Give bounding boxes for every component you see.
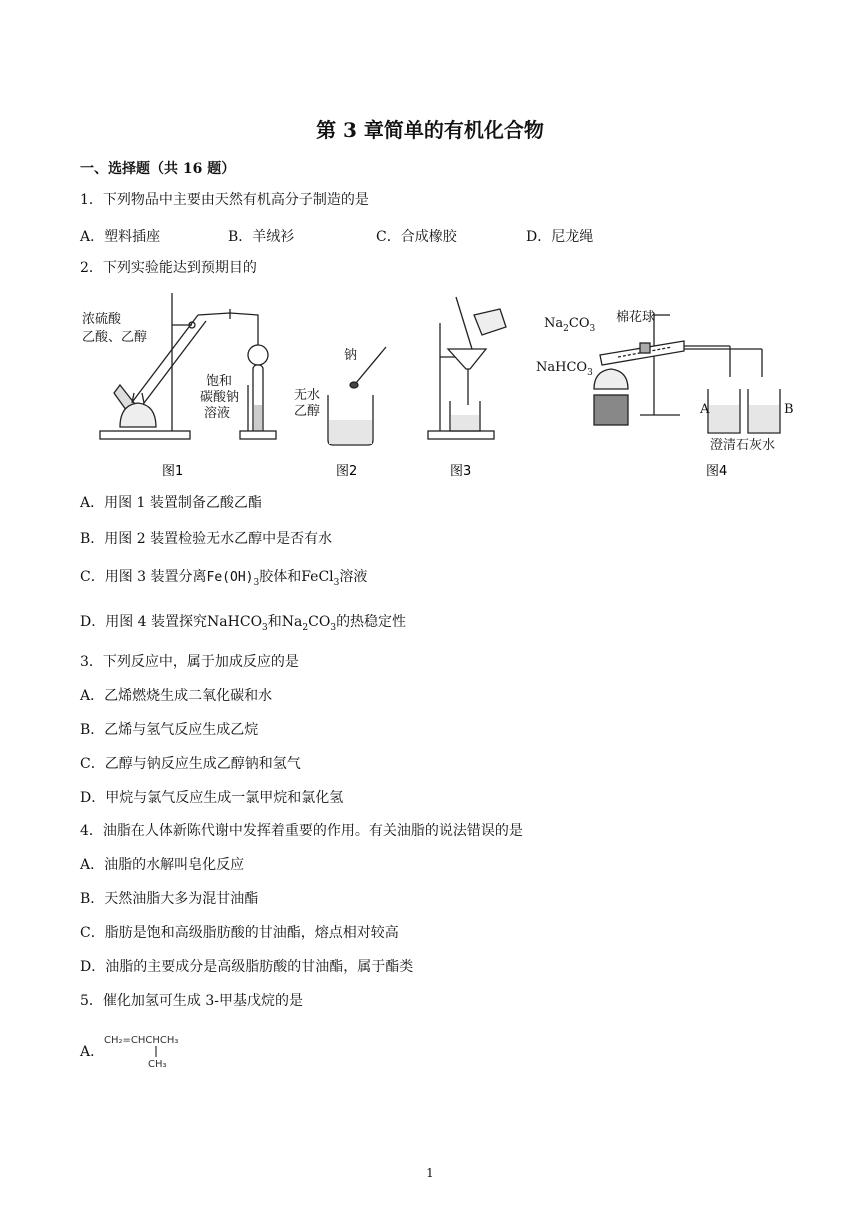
fig2-label-anhydrous: 无水: [294, 388, 321, 403]
fig2-label-sodium: 钠: [344, 348, 358, 363]
q1-option-b: B．羊绒衫: [228, 229, 295, 245]
q3-stem: 3．下列反应中，属于加成反应的是: [80, 654, 299, 670]
fig2-label-ethanol: 乙醇: [294, 404, 321, 419]
q3-option-a: A．乙烯燃烧生成二氧化碳和水: [80, 688, 273, 704]
page-title: 第 3 章简单的有机化合物: [316, 118, 544, 142]
fig4-label-limewater: 澄清石灰水: [710, 438, 776, 453]
q1-option-c: C．合成橡胶: [376, 229, 457, 245]
q2-stem: 2．下列实验能达到预期目的: [80, 260, 257, 276]
page-number: 1: [426, 1166, 434, 1180]
q4-option-b: B．天然油脂大多为混甘油酯: [80, 891, 259, 907]
fig4-label-cotton-ball: 棉花球: [616, 310, 656, 325]
q3-option-c: C．乙醇与钠反应生成乙醇钠和氢气: [80, 756, 301, 772]
fig1-caption: 图1: [162, 464, 184, 479]
q2-option-c: C．用图 3 装置分离$Fe(OH)_3$胶体和FeCl$_3$溶液: [80, 569, 368, 588]
q2-option-d: D．用图 4 装置探究NaHCO$_3$和$Na_2CO_3$的热稳定性: [80, 614, 407, 633]
q1-option-d: D．尼龙绳: [526, 229, 594, 245]
fig4-label-a: A: [700, 402, 710, 417]
fig4-label-na2co3: $Na_2CO_3$: [544, 316, 596, 334]
q4-option-a: A．油脂的水解叫皂化反应: [80, 857, 245, 873]
fig4-label-b: B: [784, 402, 794, 417]
q2-option-a: A．用图 1 装置制备乙酸乙酯: [80, 495, 262, 511]
q2-apparatus-figure: [80, 285, 800, 485]
q4-option-c: C．脂肪是饱和高级脂肪酸的甘油酯，熔点相对较高: [80, 925, 399, 941]
q3-option-d: D．甲烷与氯气反应生成一氯甲烷和氯化氢: [80, 790, 344, 806]
figure-3-filtration: [428, 297, 506, 439]
figure-1-esterification-apparatus: [100, 293, 276, 439]
fig4-label-nahco3: NaHCO$_3$: [536, 360, 593, 378]
q3-option-b: B．乙烯与氢气反应生成乙烷: [80, 722, 259, 738]
q5-option-a-structure: [102, 1030, 212, 1070]
fig1-label-conc-sulfuric: 浓硫酸: [82, 312, 122, 327]
structure-main-chain: CH₂=CHCHCH₃: [104, 1035, 179, 1046]
structure-branch: CH₃: [148, 1059, 167, 1070]
q1-option-a: A．塑料插座: [80, 229, 161, 245]
fig2-caption: 图2: [336, 464, 358, 479]
fig1-label-solution: 溶液: [204, 406, 231, 421]
figure-4-thermal-stability: [594, 313, 780, 433]
section-heading: 一、选择题（共 16 题）: [80, 161, 236, 177]
q5-option-a-label: A．: [80, 1044, 105, 1060]
fig1-label-saturated: 饱和: [206, 374, 233, 389]
q5-stem: 5．催化加氢可生成 3-甲基戊烷的是: [80, 993, 303, 1009]
q4-option-d: D．油脂的主要成分是高级脂肪酸的甘油酯，属于酯类: [80, 959, 414, 975]
q4-stem: 4．油脂在人体新陈代谢中发挥着重要的作用。有关油脂的说法错误的是: [80, 823, 523, 839]
fig3-caption: 图3: [450, 464, 472, 479]
q1-stem: 1．下列物品中主要由天然有机高分子制造的是: [80, 192, 369, 208]
q2-option-b: B．用图 2 装置检验无水乙醇中是否有水: [80, 531, 333, 547]
fig1-label-acid-alcohol: 乙酸、乙醇: [82, 330, 148, 345]
fig1-label-sodium-carbonate: 碳酸钠: [200, 390, 240, 405]
fig4-caption: 图4: [706, 464, 728, 479]
